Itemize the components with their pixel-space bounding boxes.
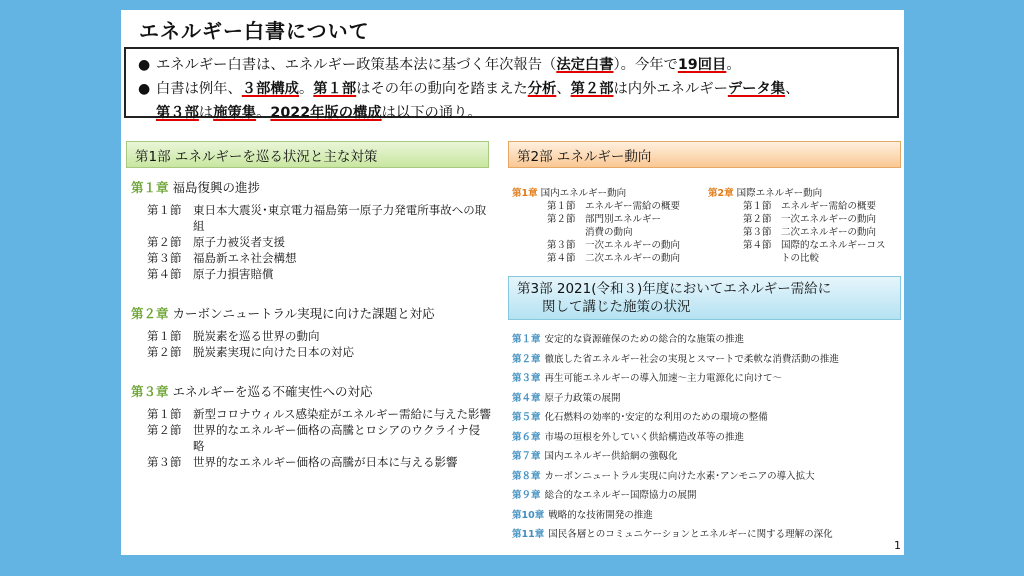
section-item: 第２節 世界的なエネルギー価格の高騰とロシアのウクライナ侵略 (147, 423, 481, 453)
slide (121, 10, 904, 555)
list-item: 第11章 国民各層とのコミュニケーションとエネルギーに関する理解の深化 (512, 529, 833, 540)
section-item: 第３節 福島新エネ社会構想 (147, 251, 297, 265)
section-item: 第３節 世界的なエネルギー価格の高騰が日本に与える影響 (147, 455, 458, 469)
section-item: 第２節 原子力被災者支援 (147, 235, 285, 249)
section-item: 第１節 エネルギー需給の概要 (743, 201, 877, 212)
page-number: 1 (894, 539, 901, 552)
part1-chapter-1: 第１章 福島復興の進捗 第１節 東日本大震災･東京電力福島第一原子力発電所事故への取組 第２節 原子力被災者支援 第３節 福島新エネ社会構想 第４節 原子力損害賠償 (131, 178, 491, 282)
bullet-dot-icon: ● (138, 57, 151, 73)
section-item: 第２節 部門別エネルギー消費の動向 (547, 214, 662, 238)
section-item: 第３節 一次エネルギーの動向 (547, 240, 681, 251)
list-item: 第３章 再生可能エネルギーの導入加速～主力電源化に向けて～ (512, 373, 783, 384)
intro-bullet-2: ● 白書は例年、３部構成。第１部はその年の動向を踏まえた分析、第２部は内外エネルギーデータ集、 第３部は施策集。2022年版の構成は以下の通り。 (138, 77, 891, 125)
list-item: 第６章 市場の垣根を外していく供給構造改革等の推進 (512, 431, 745, 443)
page-title: エネルギー白書について (139, 19, 370, 43)
part2-chapter-1: 第1章 国内エネルギー動向 第１節 エネルギー需給の概要 第２節 部門別エネルギー消費の動向 第３節 一次エネルギーの動向 第４節 二次エネルギーの動向 (512, 187, 707, 265)
part1-body (131, 178, 491, 470)
intro-bullet-1: ● エネルギー白書は、エネルギー政策基本法に基づく年次報告（法定白書）。今年で19回目。 (138, 53, 891, 77)
list-item: 第４章 原子力政策の展開 (512, 392, 621, 404)
section-item: 第１節 新型コロナウィルス感染症がエネルギー需給に与えた影響 (147, 407, 491, 421)
list-item: 第10章 戦略的な技術開発の推進 (512, 509, 653, 521)
section-item: 第４節 国際的なエネルギーコストの比較 (743, 240, 886, 264)
part3-chapter-list (512, 330, 902, 545)
section-item: 第４節 二次エネルギーの動向 (547, 253, 681, 264)
part1-chapter-2: 第２章 カーボンニュートラル実現に向けた課題と対応 第１節 脱炭素を巡る世界の動向 第２節 脱炭素実現に向けた日本の対応 (131, 304, 491, 360)
part2-header: 第2部 エネルギー動向 (508, 141, 901, 168)
section-item: 第３節 二次エネルギーの動向 (743, 227, 877, 238)
section-item: 第２節 脱炭素実現に向けた日本の対応 (147, 345, 354, 359)
list-item: 第１章 安定的な資源確保のための総合的な施策の推進 (512, 334, 745, 345)
part3-header: 第3部 2021(令和３)年度においてエネルギー需給に 関して講じた施策の状況 (508, 276, 901, 320)
list-item: 第７章 国内エネルギー供給網の強靱化 (512, 451, 678, 462)
list-item: 第８章 カーボンニュートラル実現に向けた水素･アンモニアの導入拡大 (512, 470, 815, 482)
part1-chapter-3: 第３章 エネルギーを巡る不確実性への対応 第１節 新型コロナウィルス感染症がエネルギー需給に与えた影響 第２節 世界的なエネルギー価格の高騰とロシアのウクライナ侵略 第３節 世界的なエネルギー価格の高騰が日本に与える影響 (131, 384, 491, 469)
bullet-dot-icon: ● (138, 81, 151, 97)
section-item: 第１節 脱炭素を巡る世界の動向 (147, 329, 320, 343)
list-item: 第２章 徹底した省エネルギー社会の実現とスマートで柔軟な消費活動の推進 (512, 353, 839, 365)
intro-box (124, 47, 899, 121)
part1-header: 第1部 エネルギーを巡る状況と主な対策 (126, 141, 489, 168)
section-item: 第４節 原子力損害賠償 (147, 267, 274, 281)
part2-chapter-2: 第2章 国際エネルギー動向 第１節 エネルギー需給の概要 第２節 一次エネルギーの動向 第３節 二次エネルギーの動向 第４節 国際的なエネルギーコストの比較 (708, 187, 903, 265)
list-item: 第５章 化石燃料の効率的･安定的な利用のための環境の整備 (512, 412, 768, 423)
section-item: 第１節 東日本大震災･東京電力福島第一原子力発電所事故への取組 (147, 203, 487, 233)
list-item: 第９章 総合的なエネルギー国際協力の展開 (512, 490, 697, 501)
section-item: 第１節 エネルギー需給の概要 (547, 201, 681, 212)
section-item: 第２節 一次エネルギーの動向 (743, 214, 877, 225)
